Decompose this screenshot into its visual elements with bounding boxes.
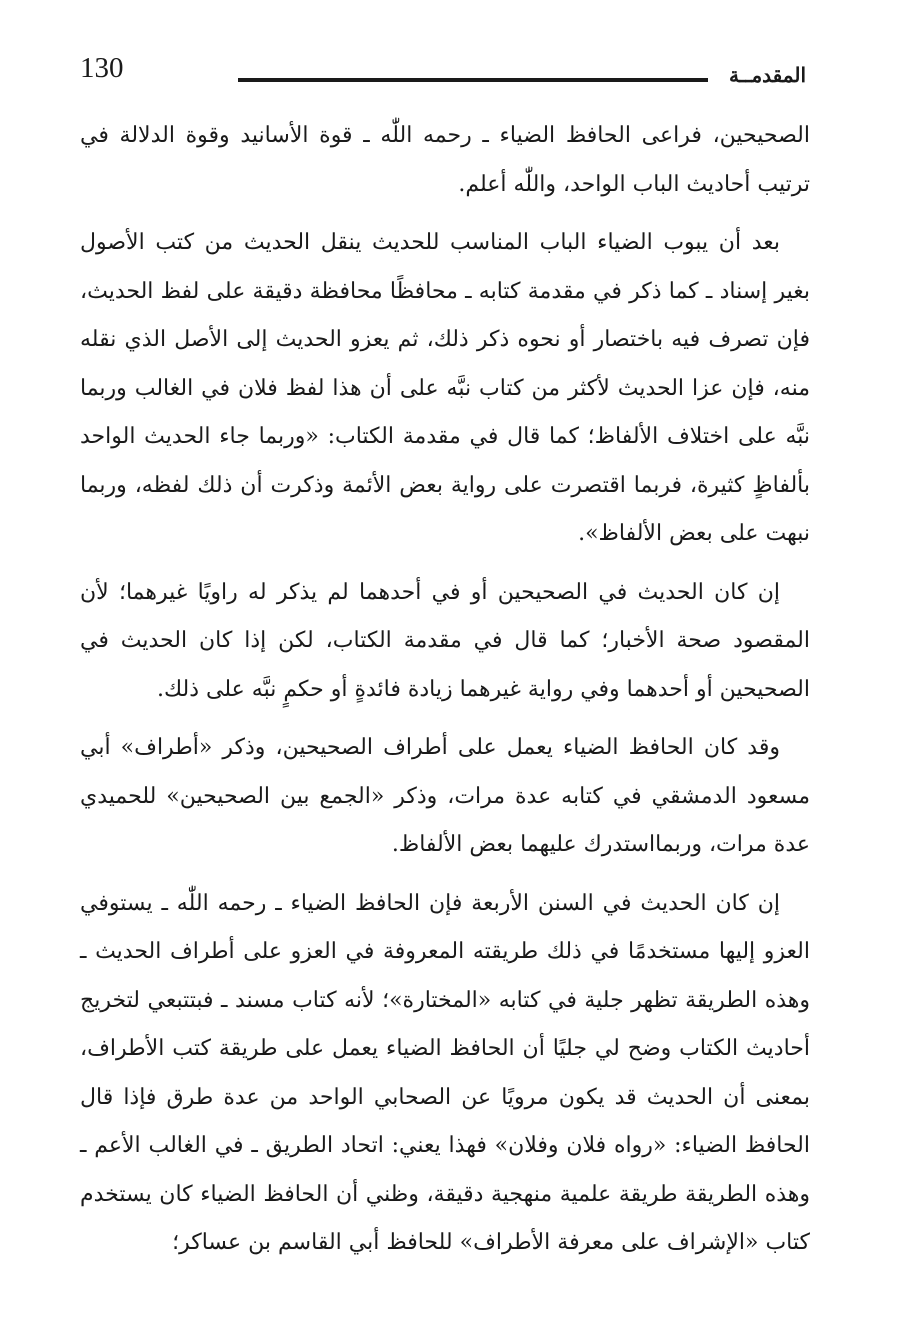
page-body — [80, 112, 810, 1278]
page-header — [80, 48, 810, 94]
page-number: 130 — [80, 52, 124, 84]
paragraph: بعد أن يبوب الضياء الباب المناسب للحديث ينقل الحديث من كتب الأصول بغير إسناد ـ كما ذكر في مقدمة كتابه ـ محافظًا محافظة دقيقة على لفظ الحديث، فإن تصرف فيه باختصار أو نحوه ذكر ذلك، ثم يعزو الحديث إلى الأصل الذي نقله منه، فإن عزا الحديث لأكثر من كتاب نبَّه على أن هذا لفظ فلان في الغالب وربما نبَّه على اختلاف الألفاظ؛ كما قال في مقدمة الكتاب: «وربما جاء الحديث الواحد بألفاظٍ كثيرة، فربما اقتصرت على رواية بعض الأئمة وذكرت أن ذلك لفظه، وربما نبهت على بعض الألفاظ». — [80, 230, 810, 546]
paragraph: إن كان الحديث في الصحيحين أو في أحدهما لم يذكر له راويًا غيرهما؛ لأن المقصود صحة الأخبار؛ كما قال في مقدمة الكتاب، لكن إذا كان الحديث في الصحيحين أو أحدهما وفي رواية غيرهما زيادة فائدةٍ أو حكمٍ نبَّه على ذلك. — [80, 579, 810, 702]
header-rule — [238, 78, 708, 82]
paragraph: وقد كان الحافظ الضياء يعمل على أطراف الصحيحين، وذكر «أطراف» أبي مسعود الدمشقي في كتابه عدة مرات، وذكر «الجمع بين الصحيحين» للحميدي عدة مرات، وربمااستدرك عليهما بعض الألفاظ. — [80, 735, 810, 857]
running-title: المقدمــة — [729, 63, 806, 87]
paragraph-continuation: الصحيحين، فراعى الحافظ الضياء ـ رحمه اللّٰه ـ قوة الأسانيد وقوة الدلالة في ترتيب أحاديث الباب الواحد، واللّٰه أعلم. — [80, 123, 810, 197]
paragraph: إن كان الحديث في السنن الأربعة فإن الحافظ الضياء ـ رحمه اللّٰه ـ يستوفي العزو إليها مستخدمًا في ذلك طريقته المعروفة في العزو على أطراف الحديث ـ وهذه الطريقة تظهر جلية في كتابه «المختارة»؛ لأنه كتاب مسند ـ فبتتبعي لتخريج أحاديث الكتاب وضح لي جليًا أن الحافظ الضياء يعمل على طريقة كتب الأطراف، بمعنى أن الحديث قد يكون مرويًا عن الصحابي الواحد من عدة طرق فإذا قال الحافظ الضياء: «رواه فلان وفلان» فهذا يعني: اتحاد الطريق ـ في الغالب الأعم ـ وهذه الطريقة طريقة علمية منهجية دقيقة، وظني أن الحافظ الضياء كان يستخدم كتاب «الإشراف على معرفة الأطراف» للحافظ أبي القاسم بن عساكر؛ — [80, 890, 810, 1255]
